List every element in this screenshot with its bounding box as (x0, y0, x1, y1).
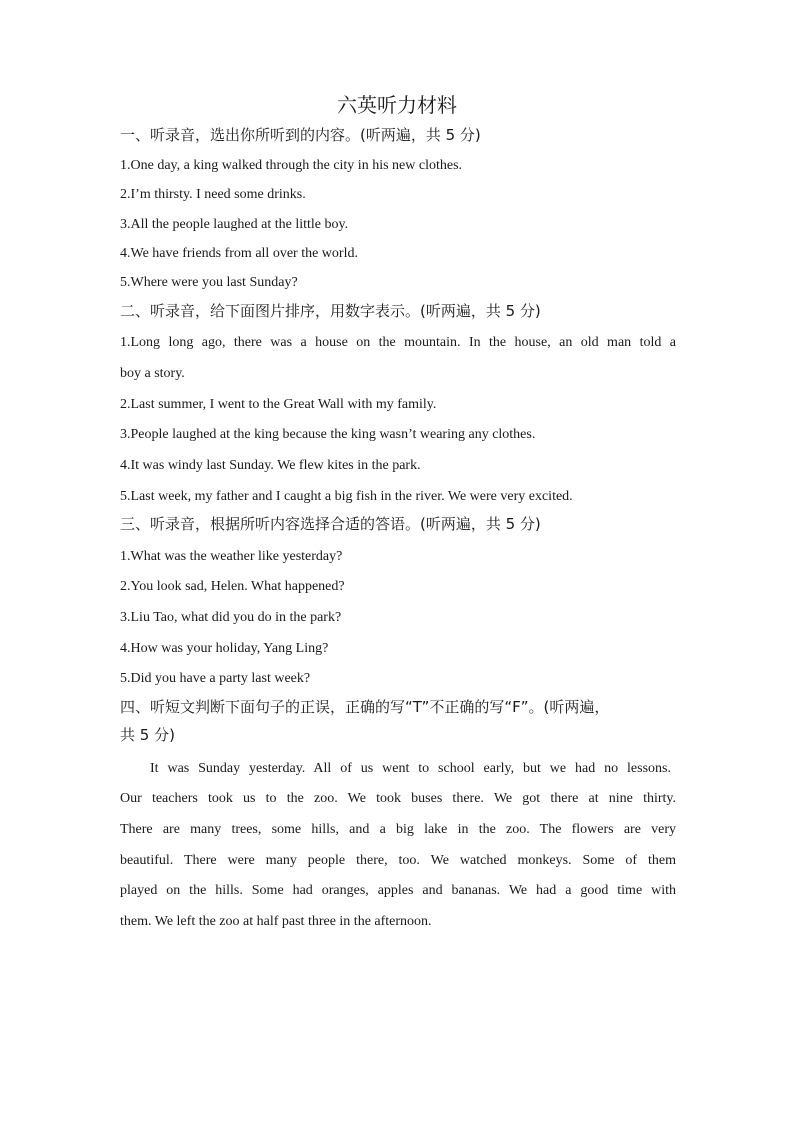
section-3-item: 5.Did you have a party last week? (120, 671, 311, 686)
passage-line: beautiful. There were many people there, too. We watched monkeys. Some of them (120, 853, 676, 868)
section-1-item: 4.We have friends from all over the world. (120, 246, 358, 261)
section-2-item: 1.Long long ago, there was a house on the mountain. In the house, an old man told a (120, 335, 676, 350)
document-title: 六英听力材料 (337, 93, 457, 117)
section-2-item: 3.People laughed at the king because the king wasn’t wearing any clothes. (120, 427, 536, 442)
section-1-heading: 一、听录音，选出你所听到的内容。(听两遍，共 5 分) (120, 126, 481, 144)
section-4-heading: 四、听短文判断下面句子的正误，正确的写“T”不正确的写“F”。(听两遍， (120, 698, 610, 716)
section-1-item: 2.I’m thirsty. I need some drinks. (120, 187, 306, 202)
passage-line: played on the hills. Some had oranges, apples and bananas. We had a good time with (120, 883, 676, 898)
section-3-heading: 三、听录音，根据所听内容选择合适的答语。(听两遍，共 5 分) (120, 515, 541, 533)
section-3-item: 3.Liu Tao, what did you do in the park? (120, 610, 342, 625)
section-2-item-continuation: boy a story. (120, 366, 185, 381)
section-4-heading-continuation: 共 5 分) (120, 726, 175, 744)
section-2-item: 2.Last summer, I went to the Great Wall with my family. (120, 397, 437, 412)
section-1-item: 3.All the people laughed at the little boy. (120, 217, 349, 232)
section-1-item: 5.Where were you last Sunday? (120, 275, 298, 290)
passage-line: There are many trees, some hills, and a big lake in the zoo. The flowers are very (120, 822, 676, 837)
section-2-item: 5.Last week, my father and I caught a big fish in the river. We were very excited. (120, 489, 573, 504)
section-2-heading: 二、听录音，给下面图片排序，用数字表示。(听两遍，共 5 分) (120, 302, 541, 320)
section-1-item: 1.One day, a king walked through the city in his new clothes. (120, 158, 463, 173)
section-2-item: 4.It was windy last Sunday. We flew kites in the park. (120, 458, 421, 473)
passage-line: It was Sunday yesterday. All of us went to school early, but we had no lessons. (150, 761, 671, 776)
section-3-item: 4.How was your holiday, Yang Ling? (120, 641, 329, 656)
passage-line: them. We left the zoo at half past three in the afternoon. (120, 914, 432, 929)
passage-line: Our teachers took us to the zoo. We took buses there. We got there at nine thirty. (120, 791, 676, 806)
section-3-item: 2.You look sad, Helen. What happened? (120, 579, 345, 594)
section-3-item: 1.What was the weather like yesterday? (120, 549, 343, 564)
